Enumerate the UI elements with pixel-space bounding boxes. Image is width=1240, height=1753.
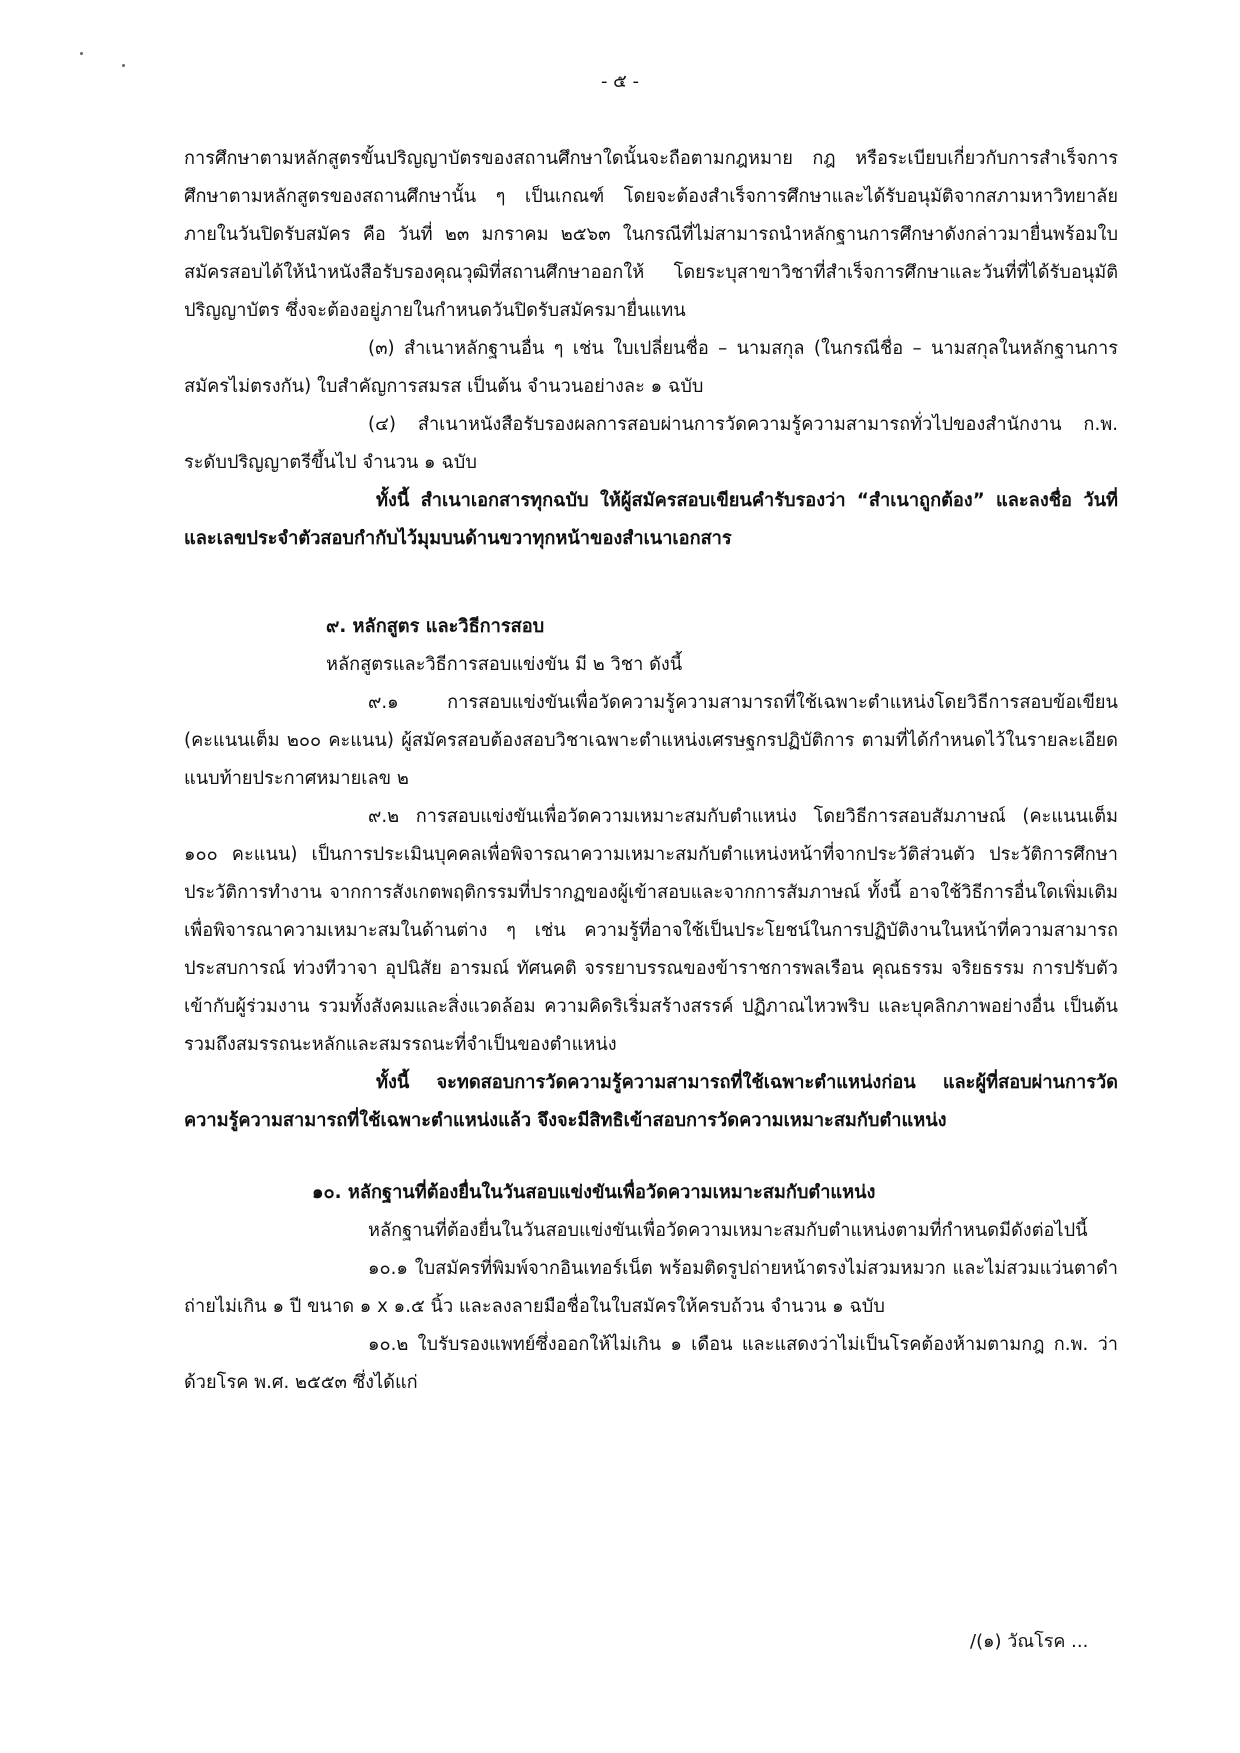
paragraph-exam-order: ทั้งนี้ จะทดสอบการวัดความรู้ความสามารถที่ใช้เฉพาะตำแหน่งก่อน และผู้ที่สอบผ่านการวัดความรู้ความสามารถที่ใช้เฉพาะตำแหน่งแล้ว จึงจะมีสิทธิเข้าสอบการวัดความเหมาะสมกับตำแหน่ง <box>184 1072 1118 1131</box>
document-body <box>184 140 1118 1402</box>
paragraph-10-1: ๑๐.๑ ใบสมัครที่พิมพ์จากอินเทอร์เน็ต พร้อมติดรูปถ่ายหน้าตรงไม่สวมหมวก และไม่สวมแว่นตาดำ ถ่ายไม่เกิน ๑ ปี ขนาด ๑ x ๑.๕ นิ้ว และลงลายมือชื่อในใบสมัครให้ครบถ้วน จำนวน ๑ ฉบับ <box>184 1258 1118 1317</box>
continuation-footer: /(๑) วัณโรค ... <box>970 1631 1089 1652</box>
paragraph-item-3: (๓) สำเนาหลักฐานอื่น ๆ เช่น ใบเปลี่ยนชื่อ – นามสกุล (ในกรณีชื่อ – นามสกุลในหลักฐานการสมัครไม่ตรงกัน) ใบสำคัญการสมรส เป็นต้น จำนวนอย่างละ ๑ ฉบับ <box>184 338 1118 397</box>
paragraph-10-2: ๑๐.๒ ใบรับรองแพทย์ซึ่งออกให้ไม่เกิน ๑ เดือน และแสดงว่าไม่เป็นโรคต้องห้ามตามกฎ ก.พ. ว่าด้วยโรค พ.ศ. ๒๕๕๓ ซึ่งได้แก่ <box>184 1334 1118 1393</box>
section-heading-10: ๑๐. หลักฐานที่ต้องยื่นในวันสอบแข่งขันเพื่อวัดความเหมาะสมกับตำแหน่ง <box>312 1182 876 1203</box>
paragraph-evidence-intro: หลักฐานที่ต้องยื่นในวันสอบแข่งขันเพื่อวัดความเหมาะสมกับตำแหน่งตามที่กำหนดมีดังต่อไปนี้ <box>368 1220 1088 1241</box>
paragraph-9-2: ๙.๒ การสอบแข่งขันเพื่อวัดความเหมาะสมกับตำแหน่ง โดยวิธีการสอบสัมภาษณ์ (คะแนนเต็ม ๑๐๐ คะแนน) เป็นการประเมินบุคคลเพื่อพิจารณาความเหมาะสมกับตำแหน่งหน้าที่จากประวัติส่วนตัว ประวัติการศึกษา ประวัติการทำงาน จากการสังเกตพฤติกรรมที่ปรากฏของผู้เข้าสอบและจากการสัมภาษณ์ ทั้งนี้ อาจใช้วิธีการอื่นใดเพิ่มเติมเพื่อพิจารณาความเหมาะสมในด้านต่าง ๆ เช่น ความรู้ที่อาจใช้เป็นประโยชน์ในการปฏิบัติงานในหน้าที่ความสามารถ ประสบการณ์ ท่วงทีวาจา อุปนิสัย อารมณ์ ทัศนคติ จรรยาบรรณของข้าราชการพลเรือน คุณธรรม จริยธรรม การปรับตัวเข้ากับผู้ร่วมงาน รวมทั้งสังคมและสิ่งแวดล้อม ความคิดริเริ่มสร้างสรรค์ ปฏิภาณไหวพริบ และบุคลิกภาพอย่างอื่น เป็นต้น รวมถึงสมรรถนะหลักและสมรรถนะที่จำเป็นของตำแหน่ง <box>184 806 1118 1055</box>
paragraph-item-4: (๔) สำเนาหนังสือรับรองผลการสอบผ่านการวัดความรู้ความสามารถทั่วไปของสำนักงาน ก.พ. ระดับปริญญาตรีขึ้นไป จำนวน ๑ ฉบับ <box>184 414 1118 473</box>
paragraph-education-evidence: การศึกษาตามหลักสูตรขั้นปริญญาบัตรของสถานศึกษาใดนั้นจะถือตามกฎหมาย กฎ หรือระเบียบเกี่ยวกับการสำเร็จการศึกษาตามหลักสูตรของสถานศึกษานั้น ๆ เป็นเกณฑ์ โดยจะต้องสำเร็จการศึกษาและได้รับอนุมัติจากสภามหาวิทยาลัย ภายในวันปิดรับสมัคร คือ วันที่ ๒๓ มกราคม ๒๕๖๓ ในกรณีที่ไม่สามารถนำหลักฐานการศึกษาดังกล่าวมายื่นพร้อมใบสมัครสอบได้ให้นำหนังสือรับรองคุณวุฒิที่สถานศึกษาออกให้ โดยระบุสาขาวิชาที่สำเร็จการศึกษาและวันที่ที่ได้รับอนุมัติปริญญาบัตร ซึ่งจะต้องอยู่ภายในกำหนดวันปิดรับสมัครมายื่นแทน <box>184 148 1118 321</box>
section-heading-9: ๙. หลักสูตร และวิธีการสอบ <box>326 616 545 637</box>
paragraph-copy-certification: ทั้งนี้ สำเนาเอกสารทุกฉบับ ให้ผู้สมัครสอบเขียนคำรับรองว่า “สำเนาถูกต้อง” และลงชื่อ วันที่ และเลขประจำตัวสอบกำกับไว้มุมบนด้านขวาทุกหน้าของสำเนาเอกสาร <box>184 490 1118 549</box>
paragraph-9-1: ๙.๑ การสอบแข่งขันเพื่อวัดความรู้ความสามารถที่ใช้เฉพาะตำแหน่งโดยวิธีการสอบข้อเขียน (คะแนนเต็ม ๒๐๐ คะแนน) ผู้สมัครสอบต้องสอบวิชาเฉพาะตำแหน่งเศรษฐกรปฏิบัติการ ตามที่ได้กำหนดไว้ในรายละเอียดแนบท้ายประกาศหมายเลข ๒ <box>184 692 1118 789</box>
paragraph-exam-subjects: หลักสูตรและวิธีการสอบแข่งขัน มี ๒ วิชา ดังนี้ <box>326 654 683 675</box>
scan-speck <box>80 52 83 55</box>
page-number: - ๕ - <box>600 71 640 92</box>
